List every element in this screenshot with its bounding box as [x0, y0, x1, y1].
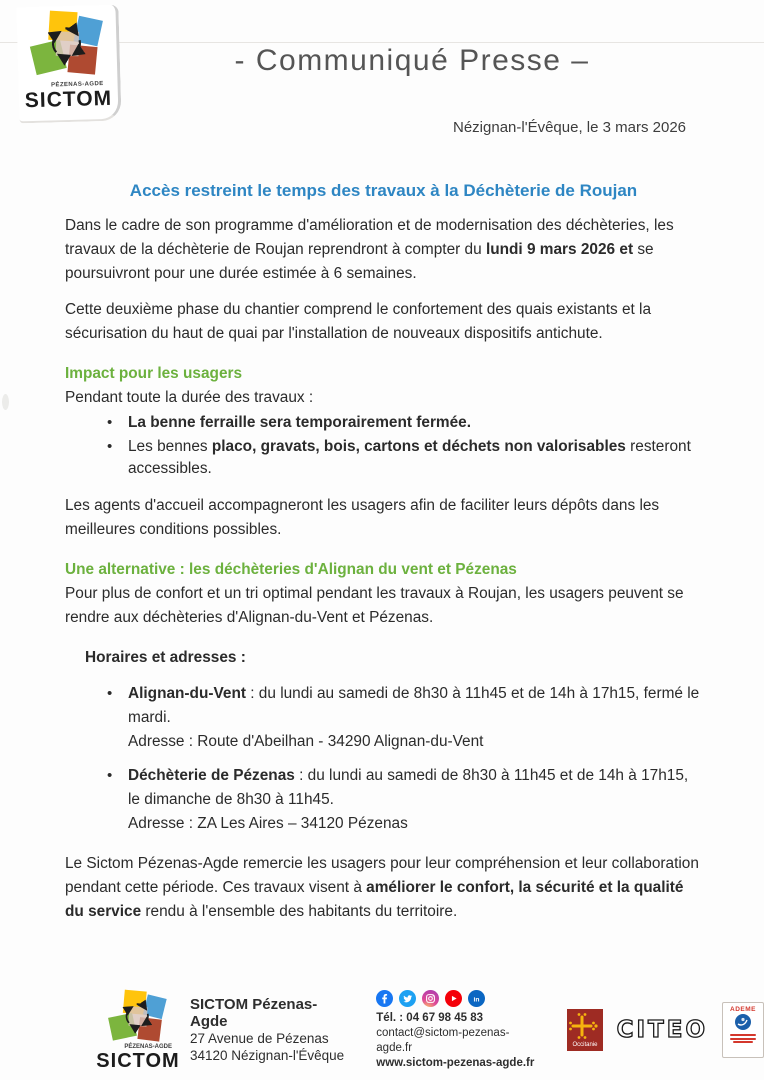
impact-bullet-list: [65, 412, 702, 480]
ademe-logo-text: ADEME: [730, 1006, 756, 1013]
alternative-intro: Pour plus de confort et un tri optimal pendant les travaux à Roujan, les usagers peuvent se rendre aux déchèteries d'Alignan-du-Vent et Pézenas.: [65, 585, 684, 626]
paragraph-intro-text: Dans le cadre de son programme d'amélioration et de modernisation des déchèteries, les travaux de la déchèterie de Roujan reprendront à compter du: [65, 217, 674, 258]
paragraph-intro-bold-date: lundi 9 mars 2026 et: [485, 241, 634, 258]
ademe-globe-icon: [734, 1013, 752, 1031]
schedule-title: Horaires et adresses :: [85, 649, 246, 666]
schedule-item-alignan-address: Adresse : Route d'Abeilhan - 34290 Alignan-du-Vent: [128, 733, 484, 750]
sictom-logo-icon: [107, 988, 169, 1050]
paragraph-intro: [65, 214, 702, 286]
facebook-icon[interactable]: [376, 990, 393, 1007]
paragraph-phase: Cette deuxième phase du chantier comprend le confortement des quais existants et la sécurisation du haut de quai par l'installation de nouveaux dispositifs antichute.: [65, 301, 652, 342]
linkedin-icon[interactable]: [468, 990, 485, 1007]
bullet-item-ferraille-text: La benne ferraille sera temporairement fermée.: [128, 414, 472, 431]
footer-logo-org-subtitle: PÉZENAS-AGDE: [124, 1043, 172, 1050]
bullet-item-bennes-text-2: resteront accessibles.: [128, 438, 691, 477]
section-heading-impact: Impact pour les usagers: [65, 365, 243, 382]
logo-org-name: SICTOM: [24, 86, 113, 113]
footer-logo-org-name: SICTOM: [96, 1049, 180, 1072]
youtube-icon[interactable]: [445, 990, 462, 1007]
schedule-item-pezenas-address: Adresse : ZA Les Aires – 34120 Pézenas: [128, 815, 408, 832]
schedule-item-pezenas: [65, 764, 702, 836]
schedule-item-alignan-hours: : du lundi au samedi de 8h30 à 11h45 et de 14h à 17h15, fermé le mardi.: [128, 685, 700, 726]
page-title: - Communiqué Presse –: [234, 44, 590, 77]
svg-text:in: in: [473, 995, 480, 1003]
paragraph-intro-text-2: se poursuivront pour une durée estimée à 6 semaines.: [65, 241, 654, 282]
footer-sictom-logo: [96, 988, 180, 1073]
ademe-tagline-lines: [730, 1034, 756, 1043]
footer-address-block: [190, 996, 350, 1064]
partner-logos: [567, 1002, 764, 1058]
schedule-item-pezenas-name: Déchèterie de Pézenas: [128, 767, 295, 784]
ademe-logo: [722, 1002, 764, 1058]
closing-text: Le Sictom Pézenas-Agde remercie les usagers pour leur compréhension et leur collaboration pendant cette période. Ces travaux visent à: [65, 855, 699, 896]
logo-org-subtitle: PÉZENAS-AGDE: [51, 81, 104, 89]
bullet-item-ferraille: [65, 412, 702, 434]
footer-phone: Tél. : 04 67 98 45 83: [376, 1011, 484, 1024]
closing-bold: améliorer le confort, la sécurité et la qualité du service: [65, 879, 684, 920]
footer: [0, 982, 764, 1078]
document-body: [65, 180, 702, 924]
headline: Accès restreint le temps des travaux à la Déchèterie de Roujan: [129, 181, 638, 200]
schedule-item-alignan-name: Alignan-du-Vent: [128, 685, 246, 702]
bullet-item-bennes: [65, 436, 702, 480]
footer-contact-block: [376, 990, 540, 1071]
footer-org-name: SICTOM Pézenas-Agde: [190, 996, 318, 1030]
bullet-item-bennes-text: Les bennes: [128, 438, 212, 455]
impact-intro: Pendant toute la durée des travaux :: [65, 389, 314, 406]
footer-website[interactable]: www.sictom-pezenas-agde.fr: [376, 1056, 535, 1069]
social-icons-row: [376, 990, 540, 1007]
schedule-item-alignan: [65, 682, 702, 754]
impact-outro: Les agents d'accueil accompagneront les usagers afin de faciliter leurs dépôts dans les meilleures conditions possibles.: [65, 497, 660, 538]
occitanie-logo-text: Occitanie: [572, 1042, 598, 1048]
closing-text-2: rendu à l'ensemble des habitants du territoire.: [141, 903, 458, 920]
schedule-list: [65, 682, 702, 836]
occitanie-logo: [567, 1009, 603, 1051]
section-heading-alternative: Une alternative : les déchèteries d'Alignan du vent et Pézenas: [65, 561, 517, 578]
scan-artifact-smudge: [2, 394, 9, 410]
closing-paragraph: [65, 852, 702, 924]
twitter-icon[interactable]: [399, 990, 416, 1007]
instagram-icon[interactable]: [422, 990, 439, 1007]
schedule-item-pezenas-hours: : du lundi au samedi de 8h30 à 11h45 et de 14h à 17h15, le dimanche de 8h30 à 11h45.: [128, 767, 689, 808]
dateline: Nézignan-l'Évêque, le 3 mars 2026: [453, 119, 686, 136]
footer-address-line2: 34120 Nézignan-l'Évêque: [190, 1048, 345, 1063]
footer-email[interactable]: contact@sictom-pezenas-agde.fr: [376, 1026, 510, 1054]
bullet-item-bennes-bold: placo, gravats, bois, cartons et déchets non valorisables: [211, 438, 626, 455]
footer-address-line1: 27 Avenue de Pézenas: [190, 1031, 329, 1046]
citeo-logo: CITEO: [616, 1017, 708, 1043]
